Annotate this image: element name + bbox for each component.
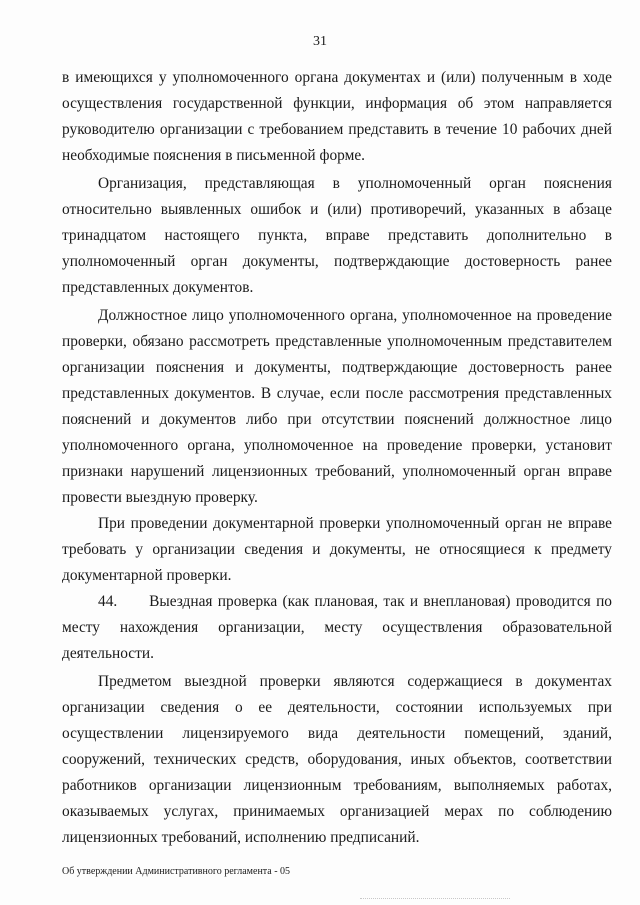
text-line: осуществлении лицензируемого вида деятельности помещений, зданий, [62,725,612,742]
text-line: осуществления государственной функции, информация об этом направляется [62,95,612,112]
text-line: пояснений и документов либо при отсутствии пояснений должностное лицо [62,411,612,428]
text-line: признаки нарушений лицензионных требований, уполномоченный орган вправе [62,463,612,480]
text-line: руководителю организации с требованием представить в течение 10 рабочих дней [62,121,612,138]
text-line: требовать у организации сведения и документы, не относящиеся к предмету [62,541,612,558]
scan-artifact [360,898,510,904]
text-line: сооружений, технических средств, оборудования, иных объектов, соответствии [62,751,612,768]
text-line: уполномоченного органа, уполномоченное на проведение проверки, установит [62,437,612,454]
page-number: 31 [313,34,327,49]
text-line: Должностное лицо уполномоченного органа, уполномоченное на проведение [98,307,612,324]
text-line: проверки, обязано рассмотреть представленные уполномоченным представителем [62,333,612,350]
text-line: При проведении документарной проверки уполномоченный орган не вправе [98,515,612,532]
text-line: в имеющихся у уполномоченного органа документах и (или) полученным в ходе [62,69,612,86]
text-line: необходимые пояснения в письменной форме. [62,147,366,164]
text-line: провести выездную проверку. [62,489,258,506]
text-line: представленных документов. В случае, если после рассмотрения представленных [62,385,612,402]
text-line: документарной проверки. [62,567,232,584]
text-line: относительно выявленных ошибок и (или) противоречий, указанных в абзаце [62,201,612,218]
text-line: деятельности. [62,645,154,662]
text-line: Организация, представляющая в уполномоченный орган пояснения [98,175,612,192]
text-line: представленных документов. [62,279,254,296]
text-line: Предметом выездной проверки являются содержащиеся в документах [98,673,612,690]
text-line: месту нахождения организации, месту осуществления образовательной [62,619,612,636]
document-footer: Об утверждении Административного регламента - 05 [62,866,291,877]
text-line: тринадцатом настоящего пункта, вправе представить дополнительно в [62,227,612,244]
text-line: уполномоченный орган документы, подтверждающие достоверность ранее [62,253,612,270]
text-line: организации пояснения и документы, подтверждающие достоверность ранее [62,359,612,376]
text-line: оказываемых услугах, принимаемых организацией мерах по соблюдению [62,803,612,820]
text-line: 44. Выездная проверка (как плановая, так и внеплановая) проводится по [98,593,612,610]
text-line: лицензионных требований, исполнению предписаний. [62,829,420,846]
text-line: организации сведения о ее деятельности, состоянии используемых при [62,699,612,716]
text-line: работников организации лицензионным требованиям, выполняемых работах, [62,777,612,794]
